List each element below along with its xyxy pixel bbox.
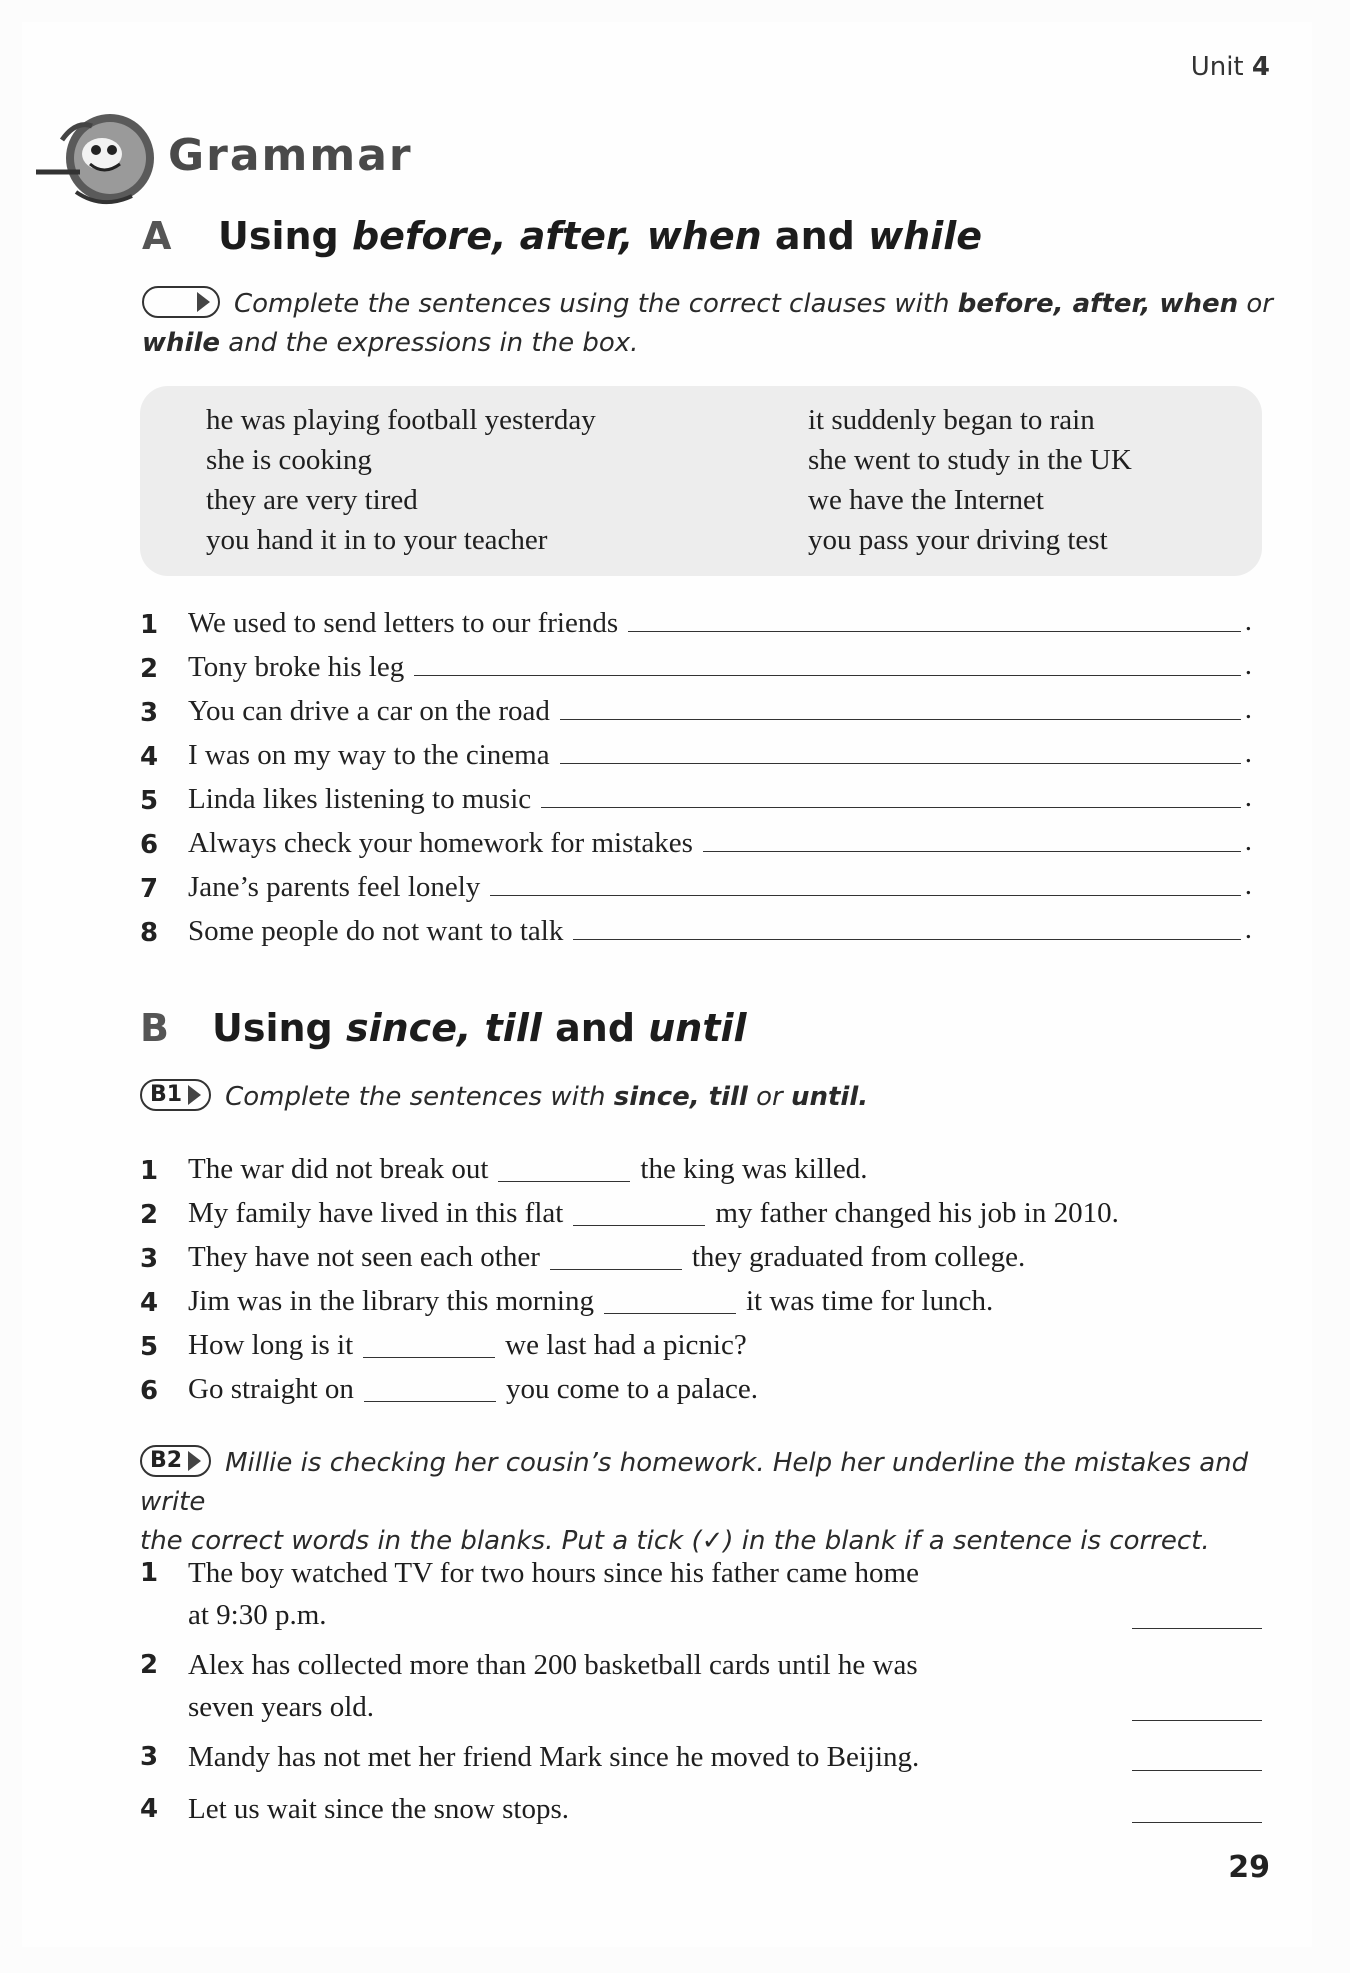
page-title: Grammar	[168, 130, 413, 181]
question-row: 5 Linda likes listening to music .	[140, 781, 1252, 816]
answer-blank[interactable]	[541, 807, 1241, 808]
answer-blank[interactable]	[1132, 1628, 1262, 1629]
question-row: 4 I was on my way to the cinema .	[140, 737, 1252, 772]
question-row: 7 Jane’s parents feel lonely .	[140, 869, 1252, 904]
question-row: 1 The war did not break out the king was killed.	[140, 1153, 868, 1186]
answer-blank[interactable]	[1132, 1720, 1262, 1721]
answer-blank[interactable]	[490, 895, 1240, 896]
question-row: 3 Mandy has not met her friend Mark since he moved to Beijing.	[140, 1736, 1262, 1780]
expression: they are very tired	[206, 484, 418, 516]
expression: you hand it in to your teacher	[206, 524, 548, 556]
question-row: 2 Tony broke his leg .	[140, 649, 1252, 684]
section-a-heading: A Using before, after, when and while	[142, 214, 983, 258]
exercise-badge-b1: B1	[140, 1079, 211, 1111]
answer-blank[interactable]	[550, 1269, 682, 1270]
expression: he was playing football yesterday	[206, 404, 596, 436]
question-row: 4 Jim was in the library this morning it was time for lunch.	[140, 1285, 994, 1318]
exercise-badge-b2: B2	[140, 1445, 211, 1477]
question-row: 5 How long is it we last had a picnic?	[140, 1329, 747, 1362]
answer-blank[interactable]	[1132, 1822, 1262, 1823]
answer-blank[interactable]	[628, 631, 1241, 632]
exercise-badge	[142, 286, 220, 318]
question-row: 2 My family have lived in this flat my father changed his job in 2010.	[140, 1197, 1119, 1230]
section-a-instruction: Complete the sentences using the correct clauses with before, after, when or while and the expressions in the box.	[142, 285, 1282, 363]
expression: she went to study in the UK	[808, 444, 1132, 476]
answer-blank[interactable]	[573, 939, 1240, 940]
question-row: 3 You can drive a car on the road .	[140, 693, 1252, 728]
play-arrow-icon	[197, 292, 210, 312]
answer-blank[interactable]	[560, 763, 1241, 764]
question-row: 2 Alex has collected more than 200 basketball cards until he was seven years old.	[140, 1644, 1262, 1728]
answer-blank[interactable]	[703, 851, 1241, 852]
expression-column-right	[808, 400, 1132, 560]
play-arrow-icon	[188, 1085, 201, 1105]
answer-blank[interactable]	[560, 719, 1241, 720]
question-row: 1 We used to send letters to our friends .	[140, 605, 1252, 640]
question-row: 8 Some people do not want to talk .	[140, 913, 1252, 948]
expression-box	[140, 386, 1262, 576]
question-row: 1 The boy watched TV for two hours since his father came home at 9:30 p.m.	[140, 1552, 1262, 1636]
grammar-logo-icon	[32, 100, 162, 210]
expression-column-left	[206, 400, 596, 560]
section-b-heading: B Using since, till and until	[140, 1006, 747, 1050]
answer-blank[interactable]	[414, 675, 1241, 676]
answer-blank[interactable]	[498, 1181, 630, 1182]
question-row: 6 Always check your homework for mistakes .	[140, 825, 1252, 860]
answer-blank[interactable]	[573, 1225, 705, 1226]
expression: she is cooking	[206, 444, 372, 476]
expression: you pass your driving test	[808, 524, 1108, 556]
expression: it suddenly began to rain	[808, 404, 1095, 436]
answer-blank[interactable]	[363, 1357, 495, 1358]
play-arrow-icon	[188, 1451, 201, 1471]
b2-instruction: B2 Millie is checking her cousin’s homework. Help her underline the mistakes and write the correct words in the blanks. Put a tick (✓) in the blank if a sentence is correct.	[140, 1444, 1280, 1561]
question-row: 4 Let us wait since the snow stops.	[140, 1788, 1262, 1832]
b1-instruction: B1 Complete the sentences with since, till or until.	[140, 1078, 1280, 1117]
page-number: 29	[1228, 1850, 1270, 1885]
answer-blank[interactable]	[604, 1313, 736, 1314]
answer-blank[interactable]	[364, 1401, 496, 1402]
expression: we have the Internet	[808, 484, 1044, 516]
question-row: 3 They have not seen each other they graduated from college.	[140, 1241, 1026, 1274]
answer-blank[interactable]	[1132, 1770, 1262, 1771]
unit-label: Unit 4	[1190, 52, 1270, 82]
question-row: 6 Go straight on you come to a palace.	[140, 1373, 758, 1406]
